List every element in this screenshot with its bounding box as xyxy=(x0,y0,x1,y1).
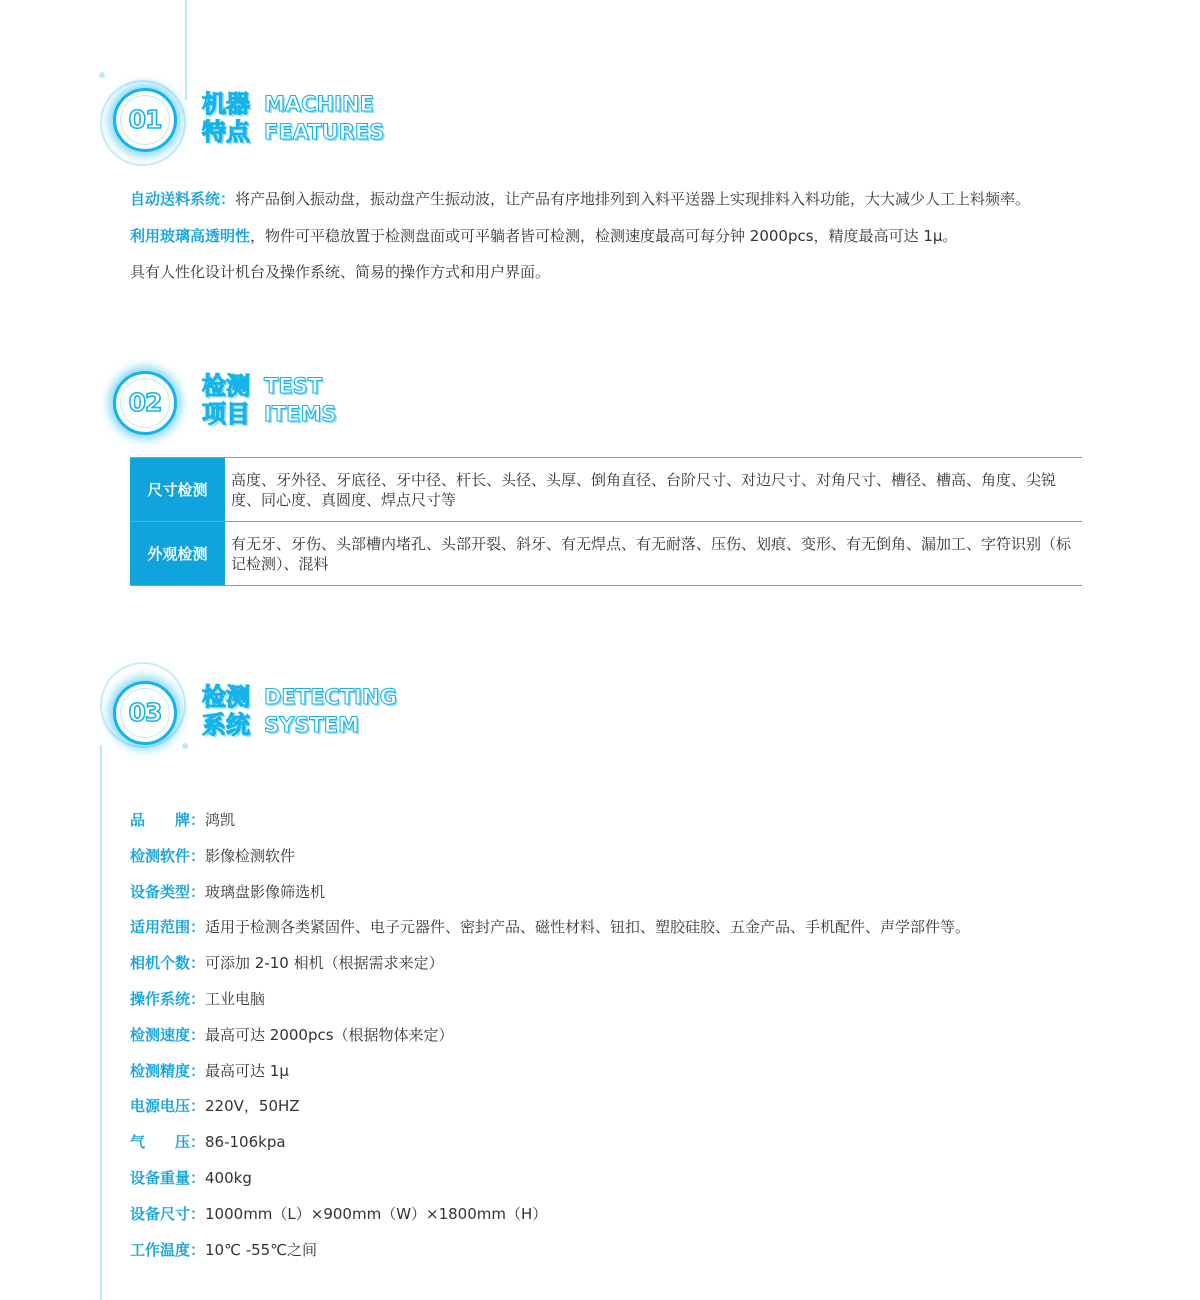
spec-label: 相机个数： xyxy=(130,954,206,973)
row-value: 有无牙、牙伤、头部槽内堵孔、头部开裂、斜牙、有无焊点、有无耐落、压伤、划痕、变形、有无倒角、漏加工、字符识别（标记检测）、混料 xyxy=(231,535,1072,573)
title-en-line-2: ITEMS xyxy=(264,402,337,426)
feature-label: 利用玻璃高透明性 xyxy=(130,226,251,245)
spec-item xyxy=(130,878,970,914)
section-number-badge xyxy=(113,371,177,435)
title-cn-line-2: 系统 xyxy=(202,711,250,739)
spec-item xyxy=(130,1164,970,1200)
row-value: 高度、牙外径、牙底径、牙中径、杆长、头径、头厚、倒角直径、台阶尺寸、对边尺寸、对角尺寸、槽径、槽高、角度、尖锐度、同心度、真圆度、焊点尺寸等 xyxy=(231,471,1057,509)
spec-value: 工业电脑 xyxy=(205,989,266,1008)
spec-item xyxy=(130,806,970,842)
spec-value: 最高可达 1μ xyxy=(205,1061,289,1080)
title-en-line-2: SYSTEM xyxy=(264,713,360,737)
section-title-en xyxy=(264,683,397,739)
spec-value: 鸿凯 xyxy=(205,811,236,829)
guide-dot-1 xyxy=(99,72,105,78)
row-label: 尺寸检测 xyxy=(130,458,225,521)
spec-item xyxy=(130,1236,970,1272)
table-row xyxy=(130,457,1082,522)
spec-value: 86-106kpa xyxy=(205,1133,286,1152)
spec-label: 品 牌： xyxy=(130,811,206,829)
title-cn-line-2: 特点 xyxy=(202,118,250,146)
feature-text: 具有人性化设计机台及操作系统、简易的操作方式和用户界面。 xyxy=(130,263,551,281)
title-en-line-2: FEATURES xyxy=(264,120,385,144)
spec-label: 检测精度： xyxy=(130,1061,206,1080)
spec-label: 检测软件： xyxy=(130,846,206,865)
spec-label: 工作温度： xyxy=(130,1240,206,1259)
guide-line-left xyxy=(100,745,102,1300)
spec-item xyxy=(130,985,970,1021)
spec-value: 400kg xyxy=(205,1168,252,1187)
feature-text: ，物件可平稳放置于检测盘面或可平躺者皆可检测，检测速度最高可每分钟 2000pcs，精度最高可达 1μ。 xyxy=(250,226,958,245)
spec-item xyxy=(130,1021,970,1057)
feature-line xyxy=(130,225,1090,247)
test-items-table xyxy=(130,457,1082,586)
spec-label: 设备类型： xyxy=(130,882,206,901)
spec-item xyxy=(130,1092,970,1128)
row-label: 外观检测 xyxy=(130,522,225,585)
spec-item xyxy=(130,1128,970,1164)
section-number: 01 xyxy=(128,105,162,134)
spec-value: 最高可达 2000pcs（根据物体来定） xyxy=(205,1025,454,1044)
section-title-en xyxy=(264,90,384,146)
title-cn-line-1: 检测 xyxy=(202,683,250,711)
spec-value: 1000mm（L）×900mm（W）×1800mm（H） xyxy=(205,1204,548,1223)
spec-item xyxy=(130,949,970,985)
spec-label: 设备尺寸： xyxy=(130,1204,206,1223)
spec-item xyxy=(130,1057,970,1093)
spec-item xyxy=(130,842,970,878)
feature-line xyxy=(130,188,1090,210)
spec-label: 设备重量： xyxy=(130,1168,206,1187)
table-row xyxy=(130,522,1082,586)
spec-label: 检测速度： xyxy=(130,1025,206,1044)
spec-item xyxy=(130,913,970,949)
section-header-features xyxy=(100,80,500,180)
section-header-detect xyxy=(100,662,500,762)
spec-value: 影像检测软件 xyxy=(205,846,296,865)
title-en-line-1: MACHINE xyxy=(264,92,374,116)
title-cn-line-2: 项目 xyxy=(202,400,250,428)
section-number-badge xyxy=(113,88,177,152)
title-en-line-1: TEST xyxy=(264,374,323,398)
title-cn-line-1: 机器 xyxy=(202,90,250,118)
section-number-badge xyxy=(113,681,177,745)
spec-value: 适用于检测各类紧固件、电子元器件、密封产品、磁性材料、钮扣、塑胶硅胶、五金产品、手机配件、声学部件等。 xyxy=(205,918,971,937)
section-header-test xyxy=(100,362,500,462)
feature-label: 自动送料系统： xyxy=(130,190,236,208)
section-title-cn xyxy=(202,683,250,739)
title-en-line-1: DETECTING xyxy=(264,685,397,709)
spec-list xyxy=(130,806,970,1271)
spec-label: 适用范围： xyxy=(130,918,206,937)
section-number: 02 xyxy=(128,388,162,417)
spec-label: 操作系统： xyxy=(130,989,206,1008)
spec-label: 电源电压： xyxy=(130,1097,206,1116)
section-title-en xyxy=(264,372,337,428)
spec-value: 10℃ -55℃之间 xyxy=(205,1240,318,1259)
spec-value: 220V，50HZ xyxy=(205,1097,300,1116)
feature-text: 将产品倒入振动盘，振动盘产生振动波，让产品有序地排列到入料平送器上实现排料入料功能，大大减少人工上料频率。 xyxy=(235,190,1031,208)
feature-line xyxy=(130,261,1090,283)
spec-value: 可添加 2-10 相机（根据需求来定） xyxy=(205,954,444,973)
spec-value: 玻璃盘影像筛选机 xyxy=(205,882,326,901)
spec-label: 气 压： xyxy=(130,1133,206,1152)
spec-item xyxy=(130,1200,970,1236)
section-title-cn xyxy=(202,372,250,428)
section-number: 03 xyxy=(128,698,162,727)
section-title-cn xyxy=(202,90,250,146)
title-cn-line-1: 检测 xyxy=(202,372,250,400)
features-text xyxy=(130,188,1090,298)
